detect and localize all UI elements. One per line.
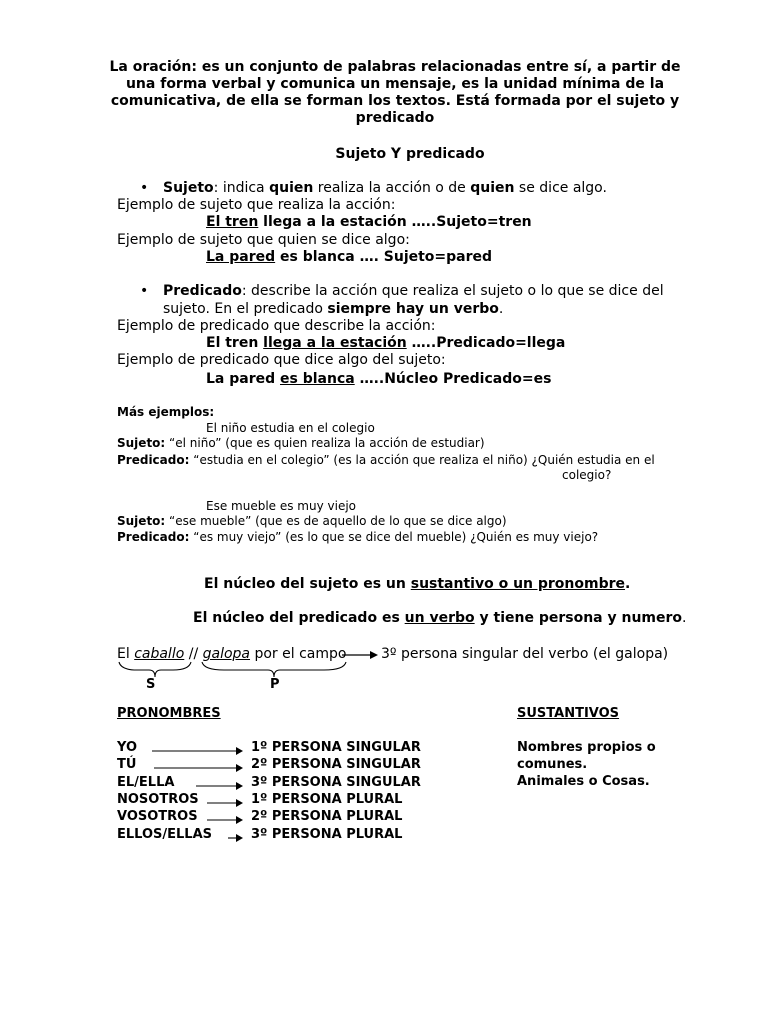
text: realiza la acción o de [313,180,471,196]
text: …..Núcleo Predicado=es [354,371,552,387]
emphasis: un verbo [404,610,475,626]
pronombre-row [117,757,477,774]
label: Predicado: [117,530,190,544]
pronombre-descripcion: 3º PERSONA PLURAL [251,826,403,842]
text: por el campo [250,646,347,662]
verb-word: galopa [202,646,251,662]
section-heading: Sujeto Y predicado [335,146,485,162]
text: La pared [206,371,281,387]
text: El núcleo del predicado es [193,610,405,626]
text: llega a la estación …..Sujeto=tren [258,214,532,230]
example-sentence [206,249,492,266]
predicate-phrase: es blanca [280,371,355,387]
pronombre-row [117,740,477,757]
pronombre-descripcion: 2º PERSONA SINGULAR [251,757,421,773]
pronombre-row [117,827,477,844]
example-label: Ejemplo de predicado que dice algo del sujeto: [117,352,446,368]
emphasis: siempre hay un verbo [327,301,499,317]
nucleo-predicado [193,610,687,627]
pronombres-title: PRONOMBRES [117,706,221,721]
text: “estudia en el colegio” (es la acción que realiza el niño) ¿Quién estudia en el [189,453,655,467]
text: sujeto. En el predicado [163,301,328,317]
pronombre: VOSOTROS [117,809,198,825]
pronombre: ELLOS/ELLAS [117,826,213,842]
pronombre-descripcion: 1º PERSONA PLURAL [251,791,403,807]
text: : indica [213,180,270,196]
text: se dice algo. [514,180,607,196]
mas-ejemplos-title: Más ejemplos: [117,405,215,419]
example-sentence [206,371,551,388]
subject-phrase: La pared [206,249,276,265]
arrow-icon [228,829,243,848]
text: El tren [206,335,264,351]
example-label: Ejemplo de sujeto que quien se dice algo: [117,232,410,248]
text: . [682,610,687,626]
subject-phrase: El tren [206,214,259,230]
example-label: Ejemplo de predicado que describe la acción: [117,318,436,334]
sujeto-definition [163,180,607,197]
pronombre-row [117,809,477,826]
text: El núcleo del sujeto es un [204,576,411,592]
intro-line: una forma verbal y comunica un mensaje, es la unidad mínima de la [125,76,665,92]
text: El [117,646,135,662]
predicado-definition [163,283,664,300]
pronombre-descripcion: 2º PERSONA PLURAL [251,809,403,825]
text: “el niño” (que es quien realiza la acción de estudiar) [165,436,485,450]
example-sentence: El niño estudia en el colegio [206,421,375,435]
intro-line: La oración: es un conjunto de palabras relacionadas entre sí, a partir de [109,59,681,75]
sujeto-explanation [117,436,485,451]
text: . [498,301,504,317]
subject-marker: S [146,677,156,692]
example-sentence [206,214,532,231]
pronombre: YO [117,740,138,755]
pronombre-descripcion: 3º PERSONA SINGULAR [251,774,421,790]
pronombre: TÚ [117,757,137,773]
text: es blanca …. Sujeto=pared [275,249,493,265]
pronombre: NOSOTROS [117,791,199,807]
sujeto-term: Sujeto [163,180,214,196]
predicado-explanation [117,453,655,468]
pronombre: EL/ELLA [117,774,175,790]
predicado-definition-cont [163,301,503,318]
sustantivos-line: Nombres propios o [517,740,656,755]
pronombre-row [117,775,477,792]
example-sentence: Ese mueble es muy viejo [206,499,357,513]
predicado-explanation-cont: colegio? [562,468,612,482]
text: …..Predicado=llega [406,335,566,351]
pronombre-descripcion: 1º PERSONA SINGULAR [251,740,421,755]
emphasis: quien [269,180,314,196]
predicate-marker: P [270,677,280,692]
intro-line: predicado [355,110,435,126]
subject-word: caballo [134,646,185,662]
predicate-phrase: llega a la estación [263,335,407,351]
label: Sujeto: [117,514,166,528]
sujeto-explanation [117,514,507,529]
text: “es muy viejo” (es lo que se dice del mueble) ¿Quién es muy viejo? [189,530,599,544]
pronombre-row [117,792,477,809]
example-label: Ejemplo de sujeto que realiza la acción: [117,197,396,213]
predicado-explanation [117,530,598,545]
sustantivos-line: comunes. [517,757,588,772]
text: “ese mueble” (que es de aquello de lo que se dice algo) [165,514,507,528]
analysis-result: 3º persona singular del verbo (el galopa) [381,646,669,662]
intro-paragraph [100,59,690,127]
separator: // [184,646,199,662]
sustantivos-title: SUSTANTIVOS [517,706,620,721]
bullet-dot: • [140,283,149,299]
text: . [625,576,631,592]
label: Sujeto: [117,436,166,450]
emphasis: sustantivo o un pronombre [410,576,626,592]
emphasis: quien [470,180,515,196]
predicado-term: Predicado [163,283,242,299]
label: Predicado: [117,453,190,467]
sustantivos-line: Animales o Cosas. [517,774,650,789]
example-sentence [206,335,565,352]
intro-line: comunicativa, de ella se forman los textos. Está formada por el sujeto y [110,93,680,109]
nucleo-sujeto [204,576,630,593]
bullet-dot: • [140,180,149,196]
text: y tiene persona y numero [474,610,683,626]
text: : describe la acción que realiza el sujeto o lo que se dice del [241,283,664,299]
